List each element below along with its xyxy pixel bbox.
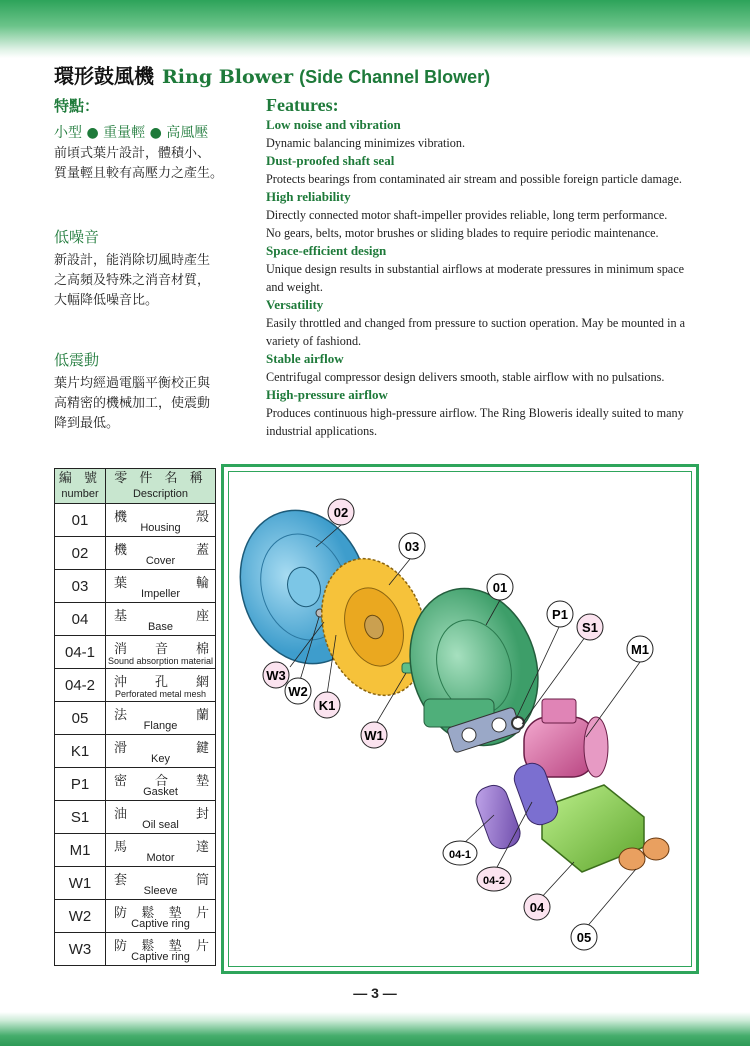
part-name-zh-char: 座 — [195, 609, 209, 624]
part-name-en: Flange — [143, 720, 178, 732]
header-number-zh: 編 號 — [58, 471, 102, 486]
part-name-en: Key — [151, 753, 170, 765]
part-description-cell — [106, 669, 216, 702]
title-en-sub: (Side Channel Blower) — [299, 67, 491, 87]
callout-04-2 — [477, 867, 511, 891]
part-name-zh-char: 墊 — [195, 774, 209, 789]
svg-text:03: 03 — [404, 539, 420, 554]
feature-title: Stable airflow — [266, 351, 344, 366]
table-row — [55, 669, 216, 702]
part-name-zh — [114, 638, 209, 657]
feature-description-line: variety of fashiond. — [266, 334, 362, 348]
part-description-cell — [106, 900, 216, 933]
part-description-cell — [106, 867, 216, 900]
part-description-cell — [106, 537, 216, 570]
feature-list — [266, 116, 706, 440]
part-name-zh-char: 蘭 — [195, 708, 209, 723]
part-description-cell — [106, 735, 216, 768]
features-en-column — [266, 95, 706, 440]
callout-P1 — [547, 601, 573, 627]
callout-K1 — [314, 692, 340, 718]
part-name-zh-char: 墊 — [168, 939, 182, 954]
part-number: 04 — [55, 603, 106, 636]
part-name-en: Base — [147, 621, 174, 633]
svg-text:M1: M1 — [630, 642, 650, 657]
part-name-en: Captive ring — [131, 918, 190, 930]
section-low-noise-title: 低噪音 — [54, 228, 100, 246]
callout-W3 — [263, 662, 289, 688]
table-row — [55, 801, 216, 834]
part-name-en: Impeller — [140, 588, 181, 600]
part-number: 04-1 — [55, 636, 106, 669]
part-name-zh-char: 筒 — [195, 873, 209, 888]
table-row — [55, 867, 216, 900]
part-name-en: Gasket — [143, 786, 178, 798]
oil-seal-part — [512, 717, 524, 729]
svg-text:S1: S1 — [582, 620, 598, 635]
callout-01 — [487, 574, 513, 600]
table-row — [55, 504, 216, 537]
part-name-zh-char: 法 — [114, 708, 128, 723]
table-row — [55, 768, 216, 801]
part-number: 05 — [55, 702, 106, 735]
svg-text:01: 01 — [492, 580, 508, 595]
features-zh-column — [54, 95, 254, 434]
feature-description-line: Unique design results in substantial airflows at moderate pressures in minimum space — [266, 262, 685, 276]
part-name-zh-char: 孔 — [154, 675, 168, 690]
svg-text:W3: W3 — [266, 668, 286, 683]
top-header-band — [0, 0, 750, 58]
part-description-cell — [106, 636, 216, 669]
section-low-vibration-line: 高精密的機械加工，使震動 — [54, 396, 211, 411]
svg-text:W1: W1 — [364, 728, 384, 743]
svg-text:05: 05 — [576, 930, 592, 945]
part-description-cell — [106, 504, 216, 537]
part-description-cell — [106, 801, 216, 834]
svg-text:04: 04 — [529, 900, 545, 915]
feature-title: Low noise and vibration — [266, 117, 401, 132]
flange-part — [619, 848, 645, 870]
part-name-zh-char: 殼 — [195, 510, 209, 525]
part-name-zh-char: 消 — [114, 642, 128, 657]
part-name-zh-char: 鬆 — [141, 939, 155, 954]
sound-absorber-part — [472, 781, 524, 852]
part-name-en: Sound absorption material — [107, 656, 214, 666]
exploded-diagram-frame — [221, 464, 699, 974]
part-description-cell — [106, 570, 216, 603]
section-low-noise-line: 之高頻及特殊之消音材質， — [54, 273, 211, 288]
part-name-zh — [114, 671, 209, 690]
part-name-zh-char: 防 — [114, 939, 128, 954]
svg-text:04-2: 04-2 — [482, 875, 506, 887]
part-name-zh-char: 音 — [154, 642, 168, 657]
part-name-zh-char: 滑 — [114, 741, 128, 756]
part-name-zh-char: 密 — [114, 774, 128, 789]
part-name-zh-char: 墊 — [168, 906, 182, 921]
part-name-zh-char: 合 — [154, 774, 168, 789]
part-name-zh-char: 機 — [114, 510, 128, 525]
feature-description-line: Centrifugal compressor design delivers smooth, stable airflow with no pulsations. — [266, 370, 665, 384]
part-name-zh-char: 片 — [195, 906, 209, 921]
callout-W2 — [285, 678, 311, 704]
part-number: W3 — [55, 933, 106, 966]
header-number-en: number — [61, 488, 99, 500]
section-low-noise-line: 新設計，能消除切風時產生 — [54, 253, 211, 268]
part-name-zh-char: 網 — [195, 675, 209, 690]
part-description-cell — [106, 834, 216, 867]
feature-description-line: and weight. — [266, 280, 323, 294]
section-compact-line: 質量輕且較有高壓力之產生。 — [54, 166, 224, 181]
table-row — [55, 735, 216, 768]
features-zh-heading: 特點： — [54, 97, 100, 115]
callout-04 — [524, 894, 550, 920]
part-name-en: Captive ring — [131, 951, 190, 963]
table-row — [55, 636, 216, 669]
feature-description-line: Directly connected motor shaft-impeller provides reliable, long term performance. — [266, 208, 668, 222]
table-row — [55, 702, 216, 735]
part-name-zh-char: 鬆 — [141, 906, 155, 921]
part-number: W1 — [55, 867, 106, 900]
part-name-zh-char: 防 — [114, 906, 128, 921]
part-name-zh-char: 油 — [114, 807, 128, 822]
flange-part — [643, 838, 669, 860]
svg-text:P1: P1 — [552, 607, 568, 622]
header-number-cell — [55, 469, 106, 504]
part-name-zh-char: 馬 — [114, 840, 128, 855]
feature-description-line: No gears, belts, motor brushes or sliding blades to require periodic maintenance. — [266, 226, 659, 240]
part-name-zh-char: 棉 — [195, 642, 209, 657]
title-en-main: Ring Blower — [162, 66, 294, 88]
section-compact-line: 前頃式葉片設計，體積小、 — [54, 146, 211, 161]
part-name-zh-char: 沖 — [114, 675, 128, 690]
part-name-zh-char: 葉 — [114, 576, 128, 591]
feature-title: Space-efficient design — [266, 243, 387, 258]
part-name-en: Housing — [140, 522, 181, 534]
part-name-en: Sleeve — [143, 885, 178, 897]
part-name-en: Perforated metal mesh — [114, 689, 207, 699]
table-row — [55, 834, 216, 867]
callout-04-1 — [443, 841, 477, 865]
table-row — [55, 570, 216, 603]
section-low-vibration-line: 降到最低。 — [54, 416, 120, 431]
part-number: W2 — [55, 900, 106, 933]
part-name-zh-char: 鍵 — [195, 741, 209, 756]
part-name-zh-char: 基 — [114, 609, 128, 624]
table-row — [55, 537, 216, 570]
callout-02 — [328, 499, 354, 525]
part-name-zh-char: 片 — [195, 939, 209, 954]
part-number: 01 — [55, 504, 106, 537]
part-name-zh-char: 輪 — [195, 576, 209, 591]
parts-table-header — [55, 469, 216, 504]
part-name-zh-char: 機 — [114, 543, 128, 558]
bottom-footer-band — [0, 1012, 750, 1046]
part-name-zh-char: 封 — [195, 807, 209, 822]
feature-title: High reliability — [266, 189, 351, 204]
feature-description-line: Protects bearings from contaminated air stream and possible foreign particle damage. — [266, 172, 682, 186]
section-low-noise-line: 大幅降低噪音比。 — [54, 293, 159, 308]
feature-description-line: industrial applications. — [266, 424, 378, 438]
part-name-zh-char: 達 — [195, 840, 209, 855]
callout-M1 — [627, 636, 653, 662]
table-row — [55, 933, 216, 966]
section-compact-title: 小型 ● 重量輕 ● 高風壓 — [54, 125, 209, 141]
feature-description-line: Dynamic balancing minimizes vibration. — [266, 136, 466, 150]
feature-description-line: Easily throttled and changed from pressure to suction operation. May be mounted in a — [266, 316, 686, 330]
part-number: 03 — [55, 570, 106, 603]
callout-03 — [399, 533, 425, 559]
part-name-zh-char: 蓋 — [195, 543, 209, 558]
features-en-heading: Features: — [266, 95, 339, 115]
parts-table — [54, 468, 216, 966]
part-number: S1 — [55, 801, 106, 834]
section-low-vibration-title: 低震動 — [54, 351, 100, 369]
table-row — [55, 603, 216, 636]
svg-text:K1: K1 — [318, 698, 336, 713]
svg-text:02: 02 — [333, 505, 349, 520]
page-number: — 3 — — [353, 985, 397, 1001]
feature-title: Dust-proofed shaft seal — [266, 153, 395, 168]
page-title — [54, 60, 490, 92]
callout-W1 — [361, 722, 387, 748]
feature-title: High-pressure airflow — [266, 387, 388, 402]
part-number: 04-2 — [55, 669, 106, 702]
part-number: 02 — [55, 537, 106, 570]
exploded-diagram — [224, 467, 696, 971]
table-row — [55, 900, 216, 933]
feature-description-line: Produces continuous high-pressure airflow. The Ring Bloweris ideally suited to many — [266, 406, 684, 420]
header-description-cell — [106, 469, 216, 504]
callout-05 — [571, 924, 597, 950]
part-number: K1 — [55, 735, 106, 768]
part-number: P1 — [55, 768, 106, 801]
part-description-cell — [106, 702, 216, 735]
part-name-en: Oil seal — [142, 819, 179, 831]
part-description-cell — [106, 603, 216, 636]
callout-S1 — [577, 614, 603, 640]
header-description-zh: 零 件 名 稱 — [114, 471, 207, 486]
section-low-vibration-line: 葉片均經過電腦平衡校正與 — [54, 376, 211, 391]
part-name-en: Cover — [145, 555, 176, 567]
title-zh: 環形鼓風機 — [54, 64, 154, 88]
header-description-en: Description — [132, 488, 189, 500]
feature-title: Versatility — [266, 297, 324, 312]
svg-text:04-1: 04-1 — [448, 849, 472, 861]
part-description-cell — [106, 933, 216, 966]
part-name-en: Motor — [146, 852, 175, 864]
part-name-zh-char: 套 — [114, 873, 128, 888]
part-description-cell — [106, 768, 216, 801]
part-number: M1 — [55, 834, 106, 867]
svg-text:W2: W2 — [288, 684, 308, 699]
